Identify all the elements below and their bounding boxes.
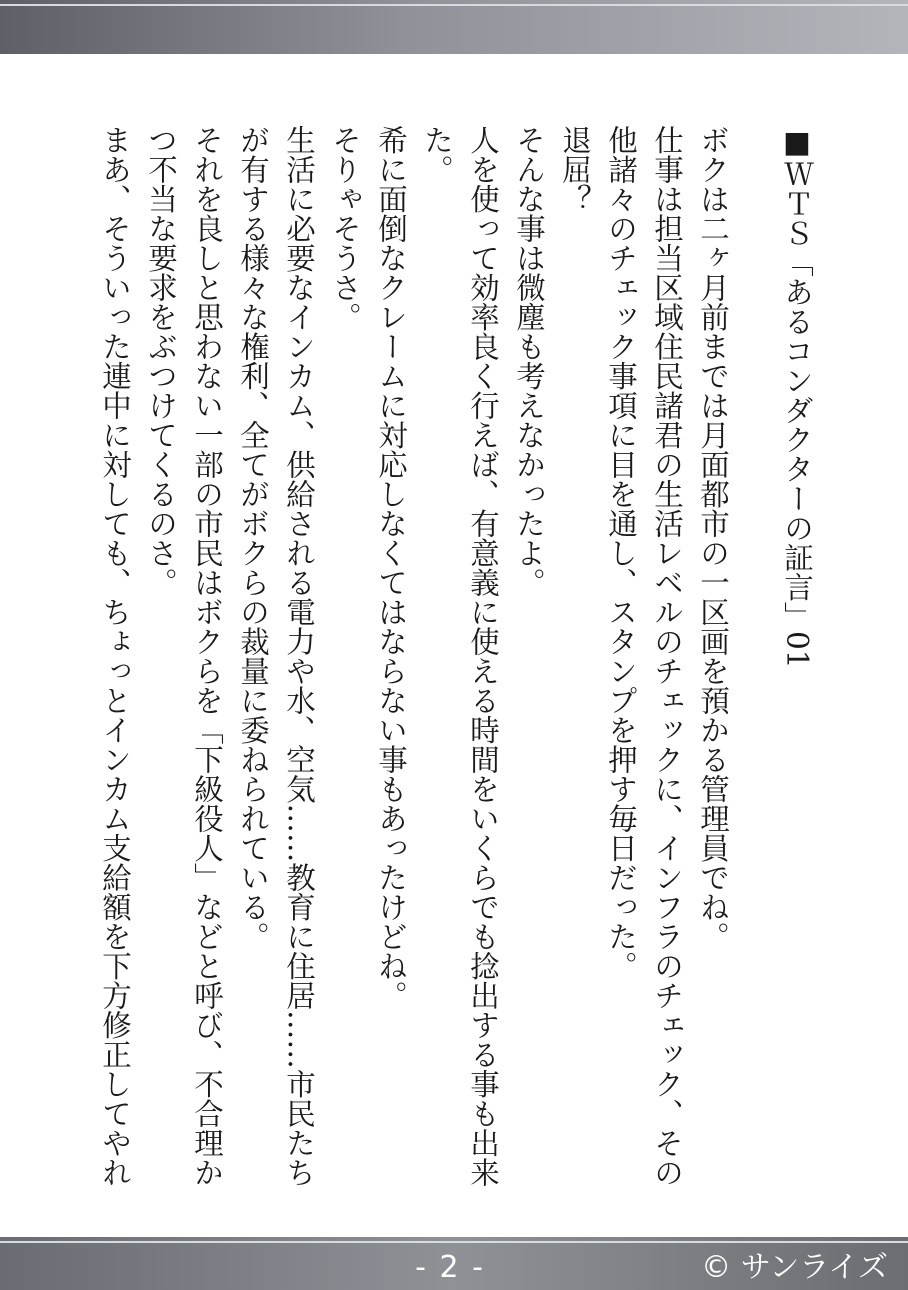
text-line: そんな事は微塵も考えなかったよ。 — [512, 125, 546, 597]
text-line: そりゃそうさ。 — [328, 125, 362, 332]
copyright-notice: © サンライズ — [701, 1250, 888, 1285]
text-line: 仕事は担当区域住民諸君の生活レベルのチェックに、インフラのチェック、その — [650, 125, 684, 1187]
text-line: つ不当な要求をぶつけてくるのさ。 — [144, 125, 178, 597]
text-line: 希に面倒なクレームに対応しなくてはならない事もあったけどね。 — [374, 125, 408, 1010]
header-bar — [0, 0, 908, 54]
page-number: - 2 - — [415, 1250, 485, 1285]
text-line: それを良しと思わない一部の市民はボクらを「下級役人」などと呼び、不合理か — [190, 125, 224, 1187]
text-line: た。 — [420, 125, 454, 184]
text-line: 他諸々のチェック事項に目を通し、スタンプを押す毎日だった。 — [604, 125, 638, 981]
text-line: が有する様々な権利、全てがボクらの裁量に委ねられている。 — [236, 125, 270, 951]
story-text — [98, 125, 820, 1187]
story-title: ■ＷＴＳ「あるコンダクターの証言」01 — [780, 125, 814, 669]
text-line: 人を使って効率良く行えば、有意義に使える時間をいくらでも捻出する事も出来 — [466, 125, 500, 1187]
text-line: ボクは二ヶ月前までは月面都市の一区画を預かる管理員でね。 — [696, 125, 730, 951]
text-line: 退屈？ — [558, 125, 592, 214]
text-line: 生活に必要なインカム、供給される電力や水、空気……教育に住居……市民たち — [282, 125, 316, 1187]
text-line: まあ、そういった連中に対しても、ちょっとインカム支給額を下方修正してやれ — [98, 125, 132, 1187]
